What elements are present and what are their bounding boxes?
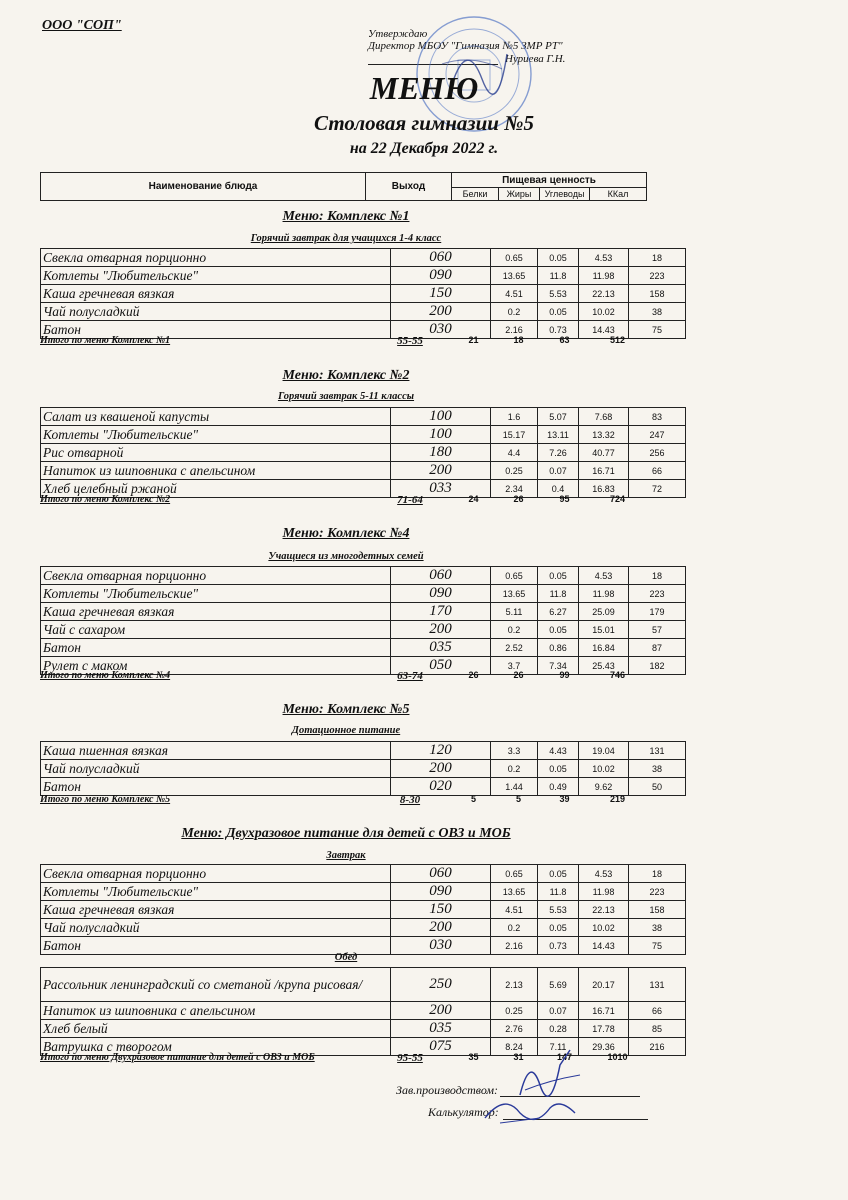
dish-output: 200 [391, 760, 491, 778]
section-title-two-meal: Меню: Двухразовое питание для детей с ОВЗ и МОБ [181, 826, 511, 841]
dish-name: Свекла отварная порционно [41, 567, 391, 585]
dish-output: 100 [391, 408, 491, 426]
dish-carbs: 10.02 [579, 303, 629, 321]
signature-icon [480, 1088, 580, 1133]
table-row [41, 621, 686, 639]
dish-output: 090 [391, 267, 491, 285]
dish-output: 200 [391, 919, 491, 937]
table-row [41, 865, 686, 883]
dish-fat: 7.11 [538, 1038, 579, 1056]
dish-fat: 11.8 [538, 883, 579, 901]
dish-output: 020 [391, 778, 491, 796]
dish-protein: 13.65 [491, 585, 538, 603]
dish-protein: 2.16 [491, 321, 538, 339]
dish-fat: 0.05 [538, 303, 579, 321]
dish-fat: 0.86 [538, 639, 579, 657]
table-row [41, 303, 686, 321]
dish-carbs: 16.71 [579, 462, 629, 480]
dish-protein: 2.34 [491, 480, 538, 498]
total-protein: 5 [470, 794, 476, 804]
dish-name: Рулет с маком [41, 657, 391, 675]
table-row [41, 742, 686, 760]
dish-output: 150 [391, 285, 491, 303]
dish-fat: 0.05 [538, 919, 579, 937]
total-carbs: 147 [556, 1052, 573, 1062]
group-subtitle-breakfast: Завтрак [326, 850, 366, 861]
dish-output: 200 [391, 621, 491, 639]
dish-kcal: 256 [629, 444, 686, 462]
dish-name: Батон [41, 778, 391, 796]
dish-output: 120 [391, 742, 491, 760]
dish-name: Чай с сахаром [41, 621, 391, 639]
total-kcal: 512 [609, 335, 626, 345]
total-protein: 21 [468, 335, 479, 345]
dish-protein: 0.2 [491, 621, 538, 639]
total-fat: 26 [513, 494, 524, 504]
dish-kcal: 72 [629, 480, 686, 498]
menu-table [40, 407, 686, 498]
dish-name: Рассольник ленинградский со сметаной /крупа рисовая/ [41, 968, 391, 1002]
total-row [0, 335, 848, 349]
dish-kcal: 85 [629, 1020, 686, 1038]
table-row [41, 267, 686, 285]
total-fat: 31 [513, 1052, 524, 1062]
total-output: 8-30 [399, 794, 421, 806]
dish-name: Каша гречневая вязкая [41, 901, 391, 919]
dish-kcal: 223 [629, 585, 686, 603]
dish-carbs: 20.17 [579, 968, 629, 1002]
total-kcal: 724 [609, 494, 626, 504]
dish-carbs: 14.43 [579, 937, 629, 955]
dish-fat: 5.69 [538, 968, 579, 1002]
dish-fat: 0.07 [538, 462, 579, 480]
dish-name: Свекла отварная порционно [41, 865, 391, 883]
total-row [0, 794, 848, 808]
total-fat: 18 [513, 335, 524, 345]
total-output: 63-74 [397, 670, 423, 682]
dish-name: Ватрушка с творогом [41, 1038, 391, 1056]
dish-fat: 0.07 [538, 1002, 579, 1020]
menu-date: на 22 Декабря 2022 г. [349, 140, 499, 157]
dish-kcal: 75 [629, 321, 686, 339]
header-output: Выход [366, 173, 452, 201]
dish-name: Хлеб белый [41, 1020, 391, 1038]
total-label: Итого по меню Двухразовое питание для детей с ОВЗ и МОБ [40, 1052, 315, 1063]
dish-name: Напиток из шиповника с апельсином [41, 1002, 391, 1020]
header-nutrition: Пищевая ценность [452, 173, 647, 188]
dish-output: 035 [391, 639, 491, 657]
dish-fat: 5.07 [538, 408, 579, 426]
total-protein: 26 [468, 670, 479, 680]
dish-output: 060 [391, 567, 491, 585]
dish-fat: 0.05 [538, 621, 579, 639]
dish-protein: 13.65 [491, 883, 538, 901]
dish-carbs: 11.98 [579, 267, 629, 285]
dish-name: Батон [41, 937, 391, 955]
menu-table [40, 248, 686, 339]
dish-kcal: 18 [629, 567, 686, 585]
group-subtitle: Горячий завтрак 5-11 классы [277, 391, 415, 402]
dish-fat: 0.49 [538, 778, 579, 796]
approval-line-3: Нуриева Г.Н. [505, 53, 566, 65]
dish-output: 050 [391, 657, 491, 675]
dish-kcal: 216 [629, 1038, 686, 1056]
menu-table [40, 566, 686, 675]
dish-protein: 0.65 [491, 567, 538, 585]
menu-title: МЕНЮ [369, 70, 479, 106]
dish-protein: 4.51 [491, 901, 538, 919]
table-row [41, 285, 686, 303]
dish-protein: 0.25 [491, 462, 538, 480]
total-output: 55-55 [397, 335, 423, 347]
total-carbs: 39 [559, 794, 570, 804]
header-carbs: Углеводы [540, 188, 590, 201]
dish-carbs: 22.13 [579, 901, 629, 919]
dish-protein: 2.52 [491, 639, 538, 657]
dish-carbs: 4.53 [579, 249, 629, 267]
dish-kcal: 131 [629, 968, 686, 1002]
dish-fat: 0.05 [538, 760, 579, 778]
total-kcal: 746 [609, 670, 626, 680]
table-row [41, 567, 686, 585]
header-kcal: ККал [590, 188, 647, 201]
dish-kcal: 179 [629, 603, 686, 621]
dish-kcal: 66 [629, 1002, 686, 1020]
dish-output: 035 [391, 1020, 491, 1038]
table-row [41, 883, 686, 901]
calculator-label: Калькулятор: [428, 1105, 499, 1119]
dish-name: Каша гречневая вязкая [41, 603, 391, 621]
dish-kcal: 158 [629, 901, 686, 919]
dish-name: Салат из квашеной капусты [41, 408, 391, 426]
section-title-complex-5: Меню: Комплекс №5 [282, 702, 410, 717]
dish-carbs: 13.32 [579, 426, 629, 444]
dish-protein: 0.2 [491, 303, 538, 321]
dish-fat: 11.8 [538, 267, 579, 285]
dish-fat: 0.73 [538, 321, 579, 339]
dish-output: 250 [391, 968, 491, 1002]
total-fat: 26 [513, 670, 524, 680]
production-manager-label: Зав.производством: [396, 1083, 499, 1097]
dish-kcal: 18 [629, 865, 686, 883]
dish-carbs: 10.02 [579, 919, 629, 937]
dish-fat: 6.27 [538, 603, 579, 621]
dish-protein: 1.6 [491, 408, 538, 426]
dish-name: Каша гречневая вязкая [41, 285, 391, 303]
dish-carbs: 4.53 [579, 865, 629, 883]
table-row [41, 249, 686, 267]
dish-protein: 4.51 [491, 285, 538, 303]
total-row [0, 670, 848, 684]
total-fat: 5 [515, 794, 521, 804]
dish-carbs: 16.83 [579, 480, 629, 498]
approval-line-1: Утверждаю [368, 28, 428, 40]
dish-carbs: 40.77 [579, 444, 629, 462]
group-subtitle-lunch: Обед [334, 952, 358, 963]
menu-table [40, 967, 686, 1056]
dish-kcal: 182 [629, 657, 686, 675]
header-name: Наименование блюда [41, 173, 366, 201]
total-output: 71-64 [397, 494, 423, 506]
dish-carbs: 25.43 [579, 657, 629, 675]
dish-carbs: 11.98 [579, 585, 629, 603]
dish-protein: 0.25 [491, 1002, 538, 1020]
dish-name: Хлеб целебный ржаной [41, 480, 391, 498]
dish-fat: 0.05 [538, 865, 579, 883]
dish-fat: 0.4 [538, 480, 579, 498]
column-header [40, 172, 647, 201]
dish-protein: 0.2 [491, 760, 538, 778]
dish-carbs: 29.36 [579, 1038, 629, 1056]
dish-kcal: 223 [629, 883, 686, 901]
dish-output: 030 [391, 937, 491, 955]
dish-kcal: 50 [629, 778, 686, 796]
total-label: Итого по меню Комплекс №5 [40, 794, 171, 805]
dish-protein: 4.4 [491, 444, 538, 462]
dish-fat: 11.8 [538, 585, 579, 603]
group-subtitle: Дотационное питание [291, 725, 401, 736]
total-protein: 24 [468, 494, 479, 504]
dish-kcal: 158 [629, 285, 686, 303]
dish-fat: 5.53 [538, 285, 579, 303]
dish-kcal: 38 [629, 919, 686, 937]
dish-carbs: 7.68 [579, 408, 629, 426]
total-row [0, 1052, 848, 1066]
dish-kcal: 247 [629, 426, 686, 444]
dish-carbs: 19.04 [579, 742, 629, 760]
dish-output: 100 [391, 426, 491, 444]
dish-kcal: 223 [629, 267, 686, 285]
dish-kcal: 131 [629, 742, 686, 760]
organization-name: ООО "СОП" [42, 18, 122, 33]
dish-kcal: 57 [629, 621, 686, 639]
dish-protein: 0.65 [491, 249, 538, 267]
table-row [41, 968, 686, 1002]
table-row [41, 426, 686, 444]
dish-name: Свекла отварная порционно [41, 249, 391, 267]
dish-carbs: 16.84 [579, 639, 629, 657]
dish-protein: 0.2 [491, 919, 538, 937]
dish-kcal: 18 [629, 249, 686, 267]
dish-carbs: 25.09 [579, 603, 629, 621]
dish-output: 033 [391, 480, 491, 498]
dish-name: Котлеты "Любительские" [41, 267, 391, 285]
dish-output: 090 [391, 883, 491, 901]
dish-kcal: 66 [629, 462, 686, 480]
total-carbs: 95 [559, 494, 570, 504]
total-label: Итого по меню Комплекс №2 [40, 494, 171, 505]
table-row [41, 778, 686, 796]
dish-name: Чай полусладкий [41, 919, 391, 937]
dish-kcal: 38 [629, 303, 686, 321]
dish-name: Батон [41, 639, 391, 657]
dish-fat: 5.53 [538, 901, 579, 919]
menu-table [40, 741, 686, 796]
dish-kcal: 75 [629, 937, 686, 955]
dish-fat: 7.34 [538, 657, 579, 675]
total-output: 95-55 [397, 1052, 423, 1064]
dish-output: 200 [391, 462, 491, 480]
dish-name: Котлеты "Любительские" [41, 426, 391, 444]
dish-protein: 0.65 [491, 865, 538, 883]
dish-name: Каша пшенная вязкая [41, 742, 391, 760]
dish-kcal: 87 [629, 639, 686, 657]
dish-fat: 7.26 [538, 444, 579, 462]
table-row [41, 408, 686, 426]
table-row [41, 603, 686, 621]
dish-carbs: 10.02 [579, 760, 629, 778]
table-row [41, 1020, 686, 1038]
dish-kcal: 38 [629, 760, 686, 778]
header-fat: Жиры [499, 188, 540, 201]
dish-name: Котлеты "Любительские" [41, 883, 391, 901]
dish-carbs: 11.98 [579, 883, 629, 901]
table-row [41, 585, 686, 603]
approval-line-2: Директор МБОУ "Гимназия №5 ЗМР РТ" [368, 40, 563, 52]
dish-protein: 2.16 [491, 937, 538, 955]
table-row [41, 444, 686, 462]
table-row [41, 919, 686, 937]
table-row [41, 1002, 686, 1020]
table-row [41, 760, 686, 778]
dish-name: Рис отварной [41, 444, 391, 462]
dish-output: 030 [391, 321, 491, 339]
dish-output: 060 [391, 249, 491, 267]
dish-fat: 13.11 [538, 426, 579, 444]
dish-name: Напиток из шиповника с апельсином [41, 462, 391, 480]
total-carbs: 99 [559, 670, 570, 680]
dish-fat: 0.05 [538, 567, 579, 585]
dish-name: Батон [41, 321, 391, 339]
dish-kcal: 83 [629, 408, 686, 426]
header-protein: Белки [452, 188, 499, 201]
dish-fat: 0.73 [538, 937, 579, 955]
dish-output: 180 [391, 444, 491, 462]
dish-carbs: 4.53 [579, 567, 629, 585]
dish-name: Чай полусладкий [41, 760, 391, 778]
menu-table [40, 864, 686, 955]
total-kcal: 1010 [607, 1052, 628, 1062]
dish-carbs: 16.71 [579, 1002, 629, 1020]
table-row [41, 462, 686, 480]
dish-protein: 3.3 [491, 742, 538, 760]
dish-protein: 3.7 [491, 657, 538, 675]
dish-protein: 5.11 [491, 603, 538, 621]
dish-output: 200 [391, 303, 491, 321]
table-row [41, 901, 686, 919]
total-carbs: 63 [559, 335, 570, 345]
dish-fat: 0.05 [538, 249, 579, 267]
dish-output: 060 [391, 865, 491, 883]
dish-protein: 13.65 [491, 267, 538, 285]
dish-carbs: 15.01 [579, 621, 629, 639]
dish-protein: 8.24 [491, 1038, 538, 1056]
section-title-complex-4: Меню: Комплекс №4 [282, 526, 410, 541]
dish-protein: 1.44 [491, 778, 538, 796]
dish-name: Котлеты "Любительские" [41, 585, 391, 603]
total-protein: 35 [468, 1052, 479, 1062]
group-subtitle: Учащиеся из многодетных семей [268, 551, 424, 562]
dish-output: 075 [391, 1038, 491, 1056]
total-row [0, 494, 848, 508]
dish-protein: 15.17 [491, 426, 538, 444]
dish-output: 150 [391, 901, 491, 919]
dish-output: 090 [391, 585, 491, 603]
section-title-complex-2: Меню: Комплекс №2 [282, 368, 410, 383]
dish-fat: 4.43 [538, 742, 579, 760]
dish-fat: 0.28 [538, 1020, 579, 1038]
section-title-complex-1: Меню: Комплекс №1 [282, 209, 410, 224]
dish-output: 170 [391, 603, 491, 621]
total-kcal: 219 [609, 794, 626, 804]
total-label: Итого по меню Комплекс №4 [40, 670, 171, 681]
menu-subtitle: Столовая гимназии №5 [314, 111, 534, 135]
dish-protein: 2.13 [491, 968, 538, 1002]
dish-carbs: 14.43 [579, 321, 629, 339]
group-subtitle: Горячий завтрак для учащихся 1-4 класс [250, 233, 442, 244]
total-label: Итого по меню Комплекс №1 [40, 335, 171, 346]
dish-name: Чай полусладкий [41, 303, 391, 321]
table-row [41, 639, 686, 657]
dish-carbs: 22.13 [579, 285, 629, 303]
dish-protein: 2.76 [491, 1020, 538, 1038]
dish-output: 200 [391, 1002, 491, 1020]
dish-carbs: 17.78 [579, 1020, 629, 1038]
dish-carbs: 9.62 [579, 778, 629, 796]
